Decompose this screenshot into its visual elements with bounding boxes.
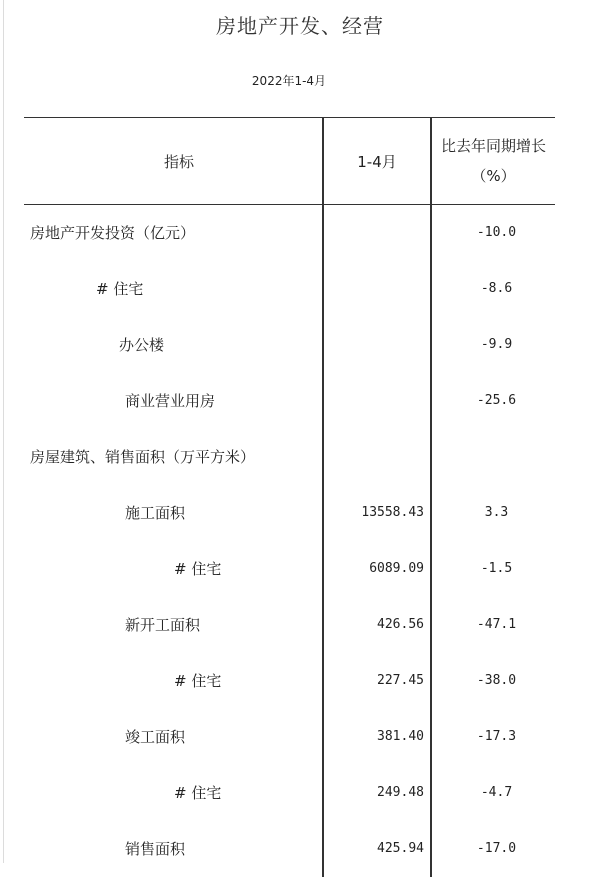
row-indicator: 新开工面积 (24, 597, 323, 653)
row-indicator: # 住宅 (24, 765, 323, 821)
row-growth: -1.5 (431, 541, 555, 597)
row-growth: -8.6 (431, 261, 555, 317)
table-row (24, 709, 555, 765)
row-value: 227.45 (323, 653, 431, 709)
column-header-indicator: 指标 (24, 118, 323, 205)
row-value: 426.56 (323, 597, 431, 653)
row-indicator: 竣工面积 (24, 709, 323, 765)
table-row (24, 205, 555, 261)
row-indicator: 商业营业用房 (24, 373, 323, 429)
row-value: 249.48 (323, 765, 431, 821)
row-indicator: 房地产开发投资（亿元） (24, 205, 323, 261)
page-left-border (3, 0, 4, 863)
row-growth: -47.1 (431, 597, 555, 653)
row-growth: -25.6 (431, 373, 555, 429)
table-row (24, 485, 555, 541)
row-indicator: # 住宅 (24, 541, 323, 597)
table-header-row (24, 118, 555, 205)
row-value: 381.40 (323, 709, 431, 765)
column-header-yoy-growth: 比去年同期增长（%） (431, 118, 555, 205)
row-value: 6089.09 (323, 541, 431, 597)
row-value: 425.94 (323, 821, 431, 877)
table-row (24, 653, 555, 709)
column-header-period-value: 1-4月 (323, 118, 431, 205)
row-value (323, 373, 431, 429)
row-indicator: 销售面积 (24, 821, 323, 877)
row-growth: -9.9 (431, 317, 555, 373)
table-row (24, 261, 555, 317)
table-row (24, 765, 555, 821)
row-indicator: 办公楼 (24, 317, 323, 373)
row-growth: -4.7 (431, 765, 555, 821)
row-value (323, 317, 431, 373)
row-indicator: 施工面积 (24, 485, 323, 541)
row-growth: 3.3 (431, 485, 555, 541)
table-row (24, 597, 555, 653)
report-period: 2022年1-4月 (251, 74, 327, 88)
row-indicator: 房屋建筑、销售面积（万平方米） (24, 429, 323, 485)
table-row (24, 373, 555, 429)
row-growth: -38.0 (431, 653, 555, 709)
table-row (24, 821, 555, 877)
row-indicator: # 住宅 (24, 261, 323, 317)
statistics-table (24, 117, 555, 877)
table-row (24, 541, 555, 597)
page-title: 房地产开发、经营 (216, 14, 384, 38)
row-growth (431, 429, 555, 485)
row-growth: -10.0 (431, 205, 555, 261)
row-growth: -17.0 (431, 821, 555, 877)
table-row (24, 317, 555, 373)
row-growth: -17.3 (431, 709, 555, 765)
row-value: 13558.43 (323, 485, 431, 541)
row-value (323, 429, 431, 485)
table-row (24, 429, 555, 485)
row-indicator: # 住宅 (24, 653, 323, 709)
row-value (323, 261, 431, 317)
row-value (323, 205, 431, 261)
